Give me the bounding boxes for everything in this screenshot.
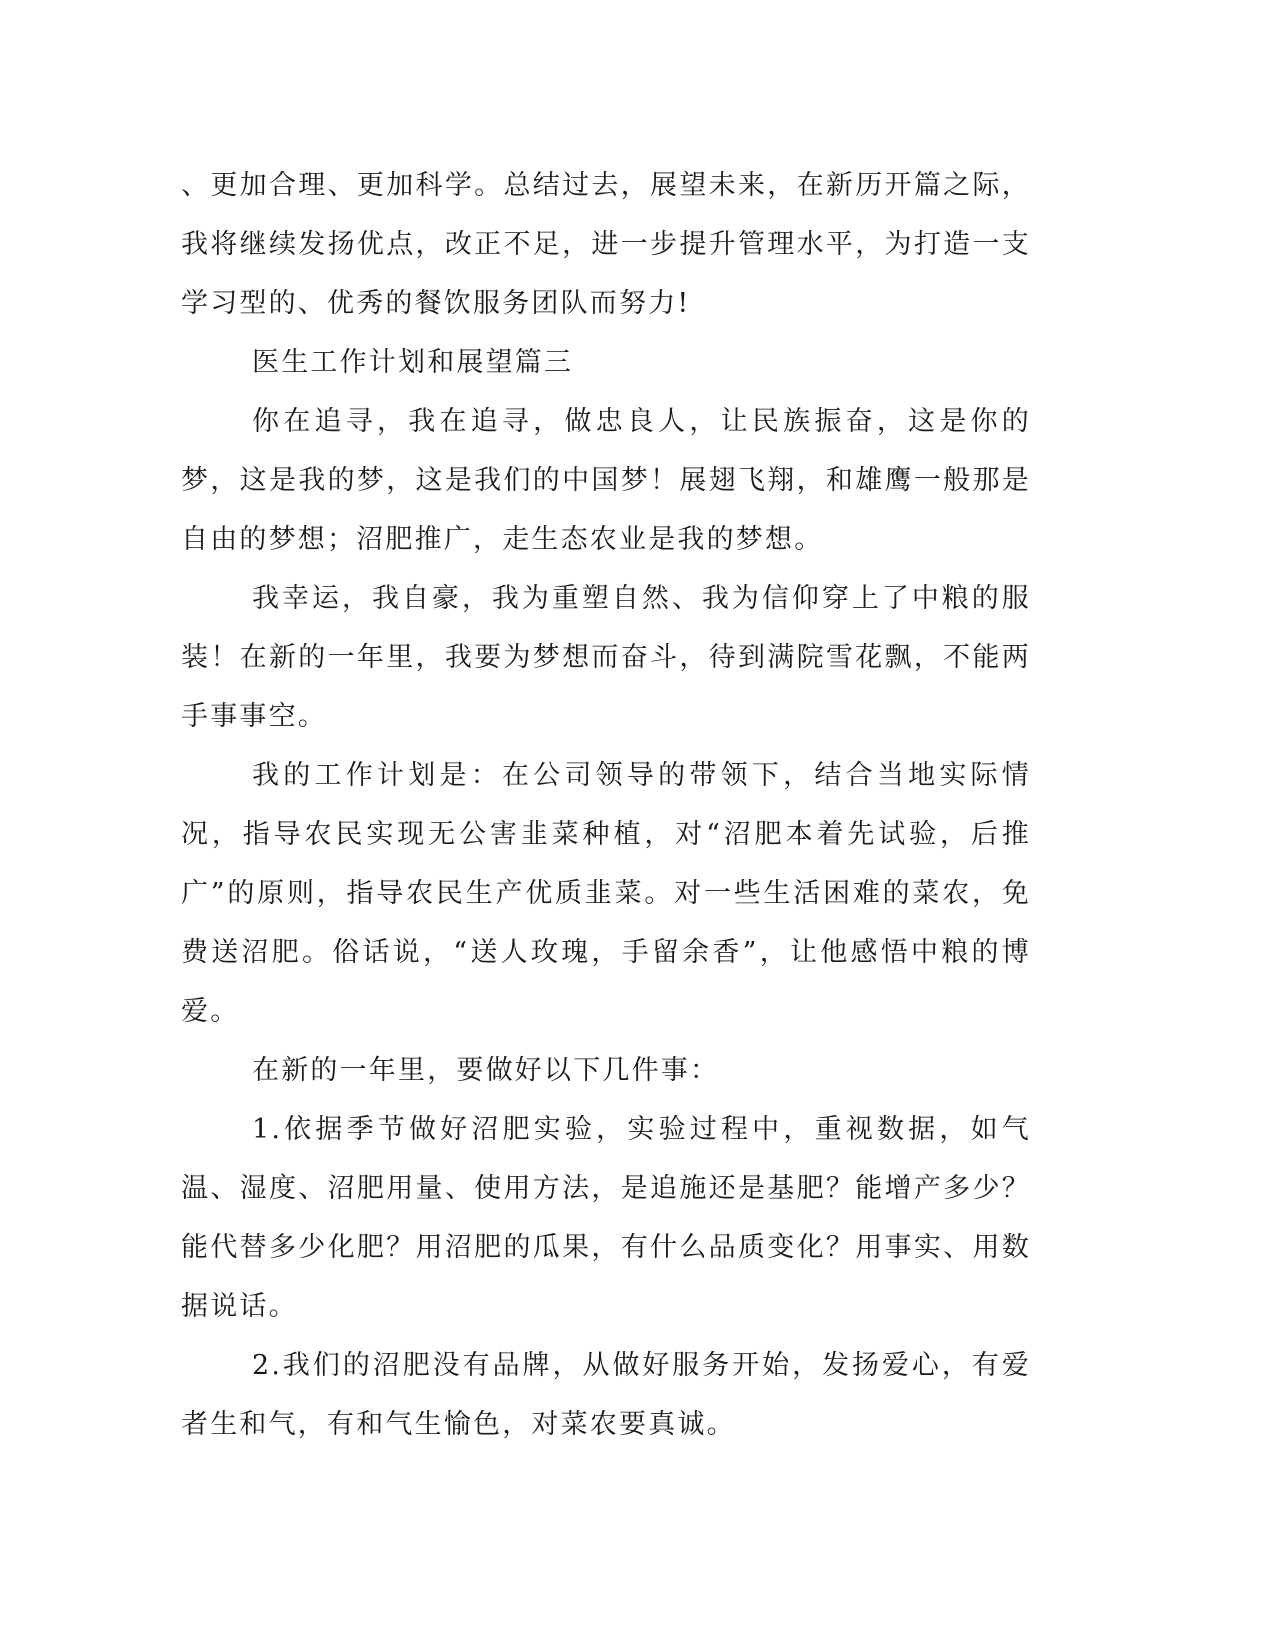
list-item-1: 1.依据季节做好沼肥实验，实验过程中，重视数据，如气温、湿度、沼肥用量、使用方法，是追施还是基肥？能增产多少？能代替多少化肥？用沼肥的瓜果，有什么品质变化？用事实、用数据说话。 <box>181 1114 1031 1322</box>
paragraph-pride: 我幸运，我自豪，我为重塑自然、我为信仰穿上了中粮的服装！在新的一年里，我要为梦想而奋斗，待到满院雪花飘，不能两手事事空。 <box>181 583 1031 732</box>
paragraph-dream: 你在追寻，我在追寻，做忠良人，让民族振奋，这是你的梦，这是我的梦，这是我们的中国梦！展翅飞翔，和雄鹰一般那是自由的梦想；沼肥推广，走生态农业是我的梦想。 <box>181 406 1031 555</box>
paragraph-new-year-tasks: 在新的一年里，要做好以下几件事： <box>252 1055 720 1086</box>
paragraph-work-plan: 我的工作计划是：在公司领导的带领下，结合当地实际情况，指导农民实现无公害韭菜种植，对“沼肥本着先试验，后推广”的原则，指导农民生产优质韭菜。对一些生活困难的菜农，免费送沼肥。俗话说，“送人玫瑰，手留余香”，让他感悟中粮的博爱。 <box>181 760 1031 1027</box>
list-item-2: 2.我们的沼肥没有品牌，从做好服务开始，发扬爱心，有爱者生和气，有和气生愉色，对菜农要真诚。 <box>181 1350 1031 1440</box>
document-body <box>181 156 1031 1454</box>
paragraph-continued: 、更加合理、更加科学。总结过去，展望未来，在新历开篇之际，我将继续发扬优点，改正不足，进一步提升管理水平，为打造一支学习型的、优秀的餐饮服务团队而努力! <box>181 170 1031 319</box>
section-heading: 医生工作计划和展望篇三 <box>252 347 574 378</box>
